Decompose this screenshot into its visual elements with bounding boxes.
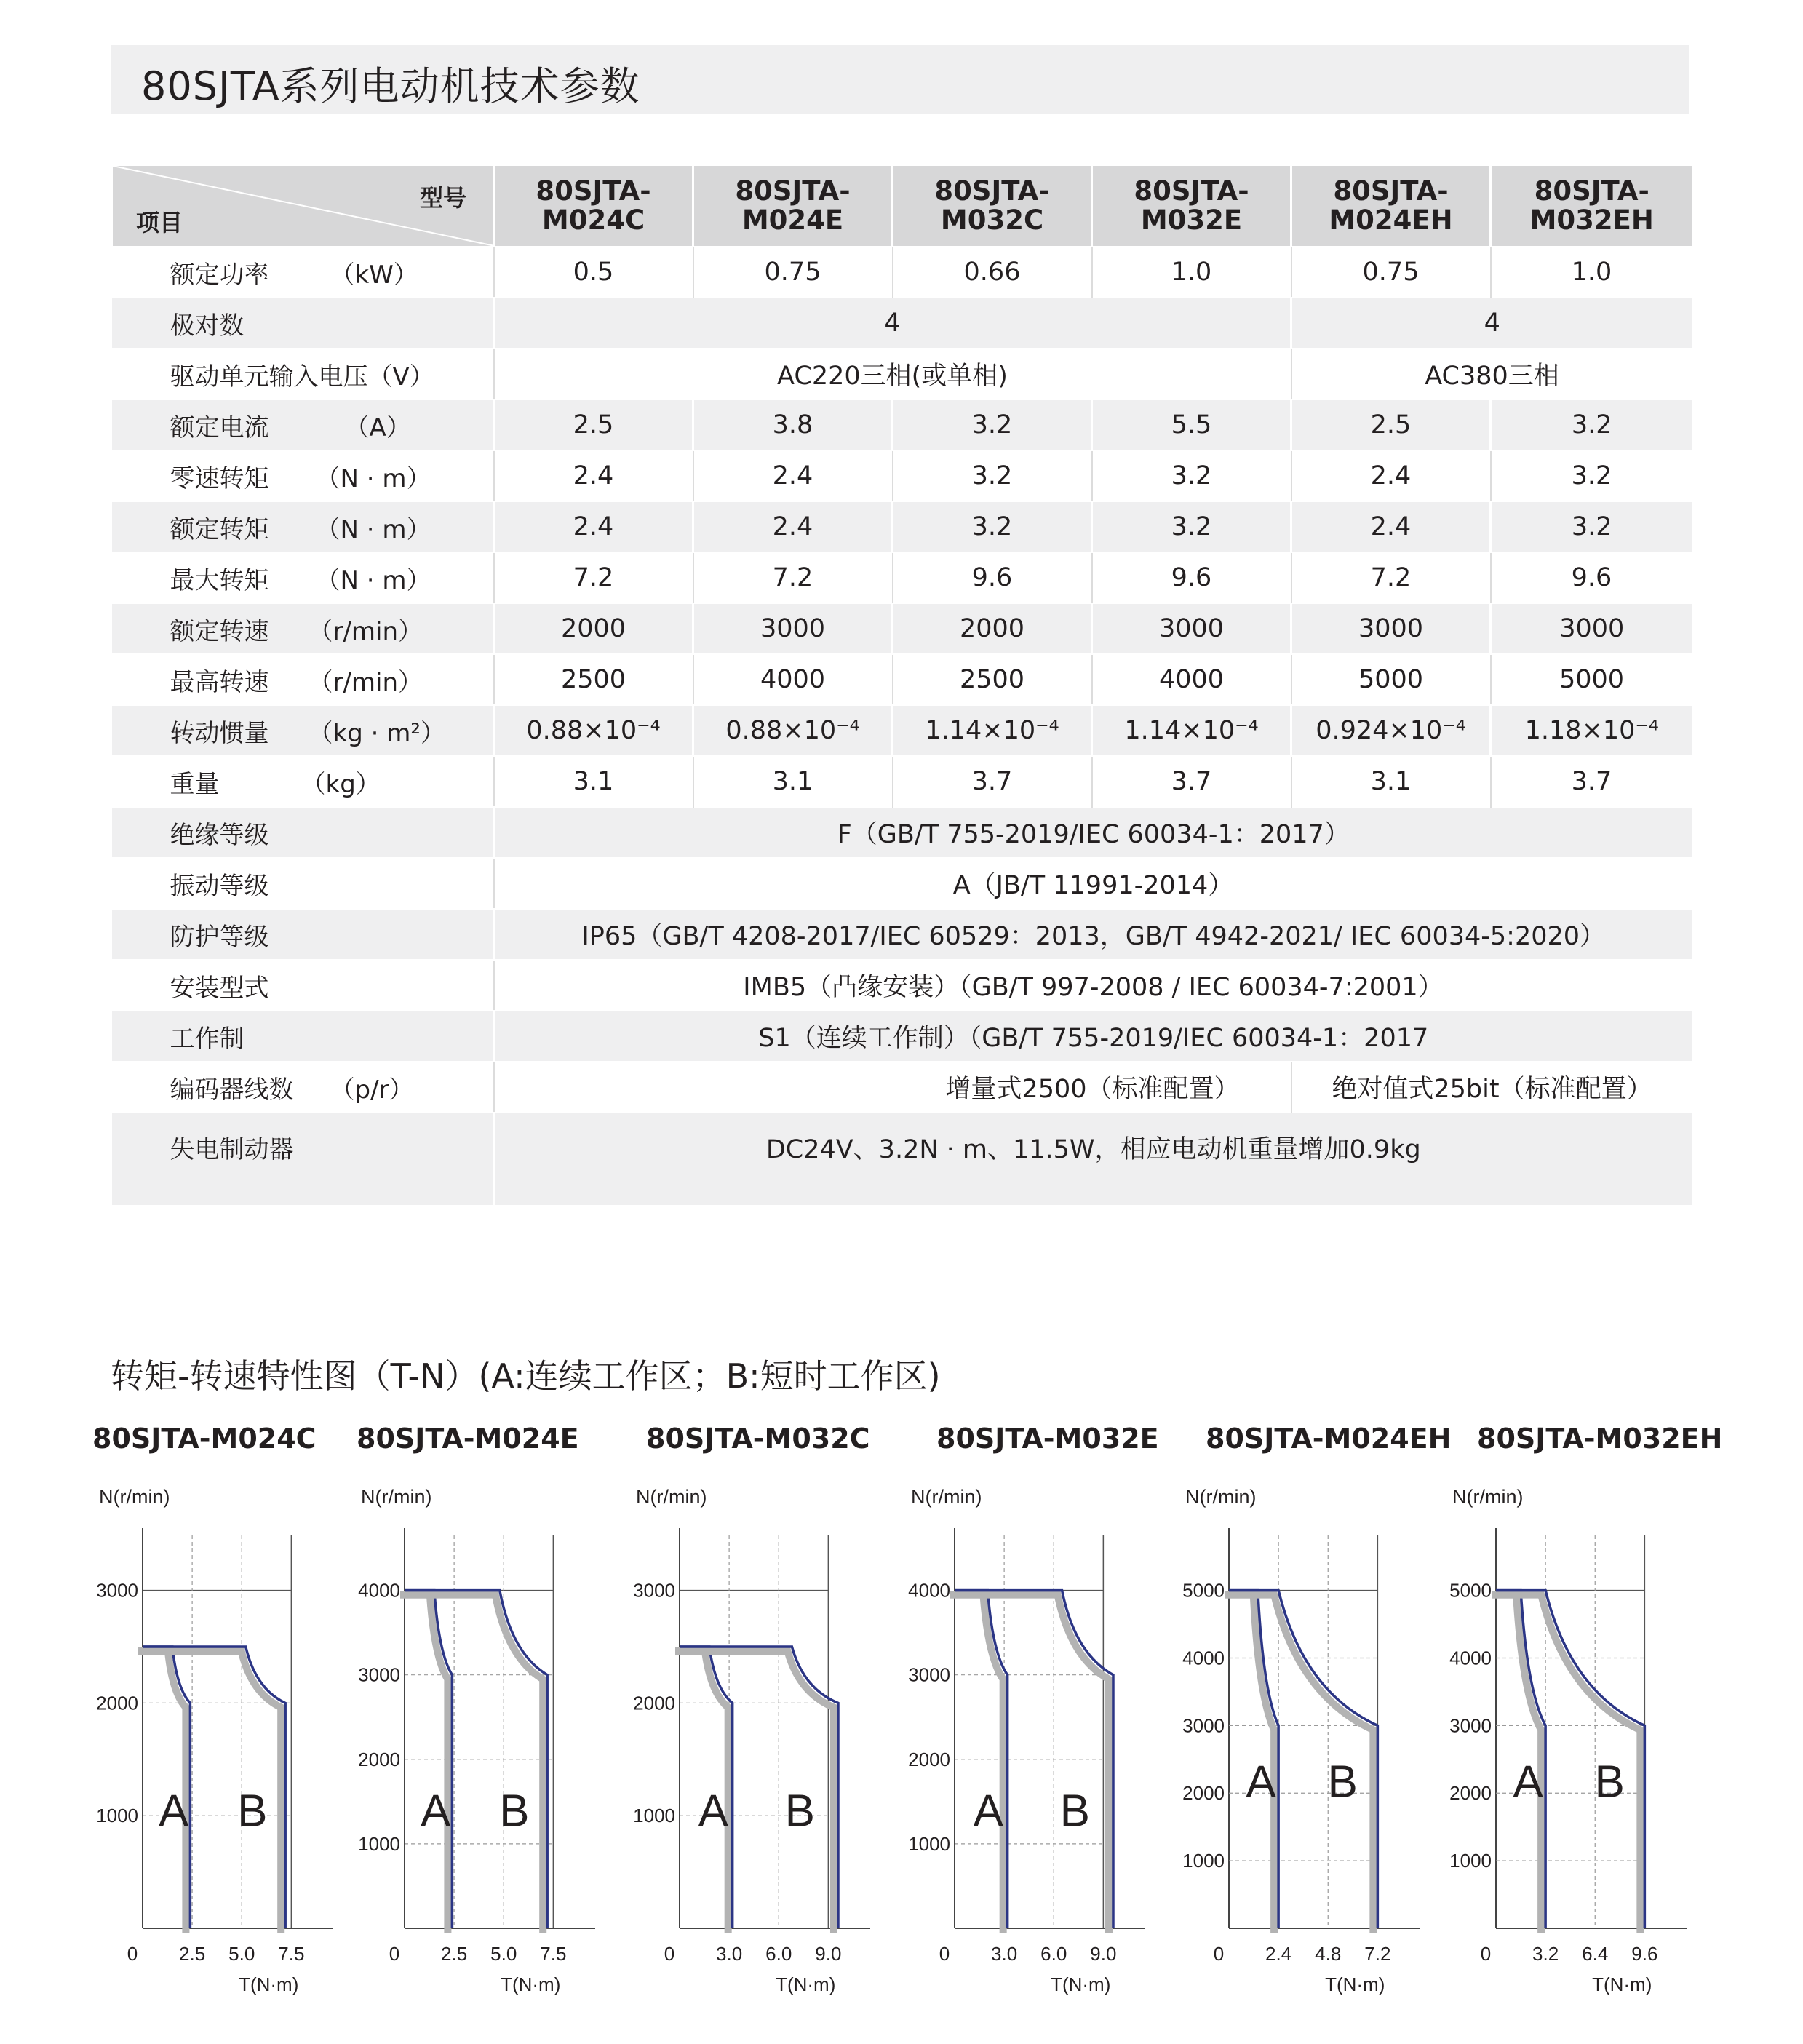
cell-value: 2.4 [1291, 501, 1491, 552]
cell-value: 3.2 [893, 450, 1092, 501]
chart-ytick-label: 1000 [633, 1805, 675, 1827]
row-label-name: 振动等级 [170, 871, 269, 901]
model-header-4 [1092, 165, 1291, 247]
cell-value: 4000 [693, 654, 893, 705]
cell-value: 3.1 [494, 756, 693, 807]
cell-value: 2.5 [1291, 399, 1491, 450]
chart-ylabel: N(r/min) [361, 1486, 432, 1508]
model-header-line2: M032EH [1529, 204, 1654, 236]
row-label [112, 960, 494, 1011]
model-header-line1: 80SJTA- [1333, 175, 1449, 207]
chart-xtick-label: 0 [664, 1943, 675, 1965]
model-header-line1: 80SJTA- [735, 175, 851, 207]
cell-group-value: 4 [1291, 298, 1692, 349]
model-header-line1: 80SJTA- [934, 175, 1050, 207]
row-label-name: 最高转速 [170, 667, 269, 697]
cell-value: 0.5 [494, 247, 693, 298]
cell-value: 3.2 [1491, 399, 1692, 450]
cell-value: 0.88×10⁻⁴ [693, 705, 893, 756]
row-label-name: 驱动单元输入电压（V） [170, 362, 434, 391]
cell-value: 3.8 [693, 399, 893, 450]
cell-value: 9.6 [1491, 552, 1692, 603]
row-label-name: 额定转速 [170, 616, 269, 646]
cell-value: 2500 [494, 654, 693, 705]
cell-group-value: AC380三相 [1291, 349, 1692, 399]
cell-encoder-incremental: 增量式2500（标准配置） [494, 1062, 1291, 1113]
chart-xtick-label: 9.6 [1631, 1943, 1658, 1965]
chart-ytick-label: 1000 [1449, 1850, 1492, 1872]
cell-value: 2500 [893, 654, 1092, 705]
row-label-unit: （kg · m²） [308, 718, 445, 748]
chart-xtick-label: 9.0 [815, 1943, 842, 1965]
row-label [112, 807, 494, 858]
chart-ytick-label: 3000 [1449, 1714, 1492, 1737]
cell-value: 0.66 [893, 247, 1092, 298]
chart-region-label-b: B [1059, 1786, 1091, 1837]
chart-xlabel: T(N·m) [1051, 1973, 1111, 1995]
model-header-6 [1491, 165, 1692, 247]
row-label [112, 858, 494, 909]
row-label-name: 额定转矩 [170, 514, 269, 544]
cell-span-value: DC24V、3.2N · m、11.5W，相应电动机重量增加0.9kg [494, 1113, 1692, 1205]
corner-item-label: 项目 [136, 209, 183, 236]
cell-value: 1.14×10⁻⁴ [1092, 705, 1291, 756]
row-label [112, 501, 494, 552]
chart-ytick-label: 3000 [96, 1579, 138, 1602]
row-label-name: 转动惯量 [170, 718, 269, 748]
chart-3 [624, 1477, 872, 2016]
chart-ytick-label: 1000 [358, 1832, 400, 1855]
chart-xtick-label: 3.0 [716, 1943, 743, 1965]
cell-group-value: 4 [494, 298, 1291, 349]
chart-ylabel: N(r/min) [1185, 1486, 1257, 1508]
chart-xtick-label: 0 [939, 1943, 950, 1965]
row-label-name: 编码器线数 [170, 1075, 294, 1105]
cell-span-value: IMB5（凸缘安装）（GB/T 997-2008 / IEC 60034-7:2001） [494, 960, 1692, 1011]
cell-value: 2000 [494, 603, 693, 654]
cell-value: 5.5 [1092, 399, 1291, 450]
chart-region-label-a: A [973, 1786, 1004, 1837]
row-label-name: 额定功率 [170, 260, 269, 290]
chart-xtick-label: 7.5 [540, 1943, 567, 1965]
chart-xtick-label: 6.0 [765, 1943, 792, 1965]
spec-table [111, 164, 1692, 1205]
chart-xtick-label: 0 [389, 1943, 400, 1965]
chart-ytick-label: 4000 [1182, 1647, 1225, 1669]
row-label-name: 额定电流 [170, 413, 269, 442]
chart-ytick-label: 4000 [358, 1579, 400, 1602]
cell-value: 2.4 [693, 450, 893, 501]
model-header-3 [893, 165, 1092, 247]
chart-region-label-b: B [1327, 1757, 1358, 1808]
cell-span-value: S1（连续工作制）（GB/T 755-2019/IEC 60034-1：2017 [494, 1011, 1692, 1062]
row-label-unit: （N · m） [315, 464, 431, 493]
row-label-unit: （kg） [300, 769, 381, 799]
chart-ylabel: N(r/min) [99, 1486, 170, 1508]
row-label-name: 绝缘等级 [170, 820, 269, 850]
chart-ytick-label: 2000 [358, 1748, 400, 1770]
chart-xtick-label: 3.2 [1532, 1943, 1559, 1965]
cell-value: 3.7 [1092, 756, 1291, 807]
chart-ytick-label: 3000 [908, 1663, 950, 1686]
chart-xtick-label: 7.2 [1364, 1943, 1391, 1965]
chart-xtick-label: 9.0 [1090, 1943, 1117, 1965]
chart-title: 80SJTA-M024EH [1206, 1423, 1452, 1455]
chart-title: 80SJTA-M024E [357, 1423, 579, 1455]
row-label-unit: （kW） [330, 260, 418, 290]
row-label-name: 防护等级 [170, 922, 269, 952]
cell-value: 3000 [1491, 603, 1692, 654]
row-label-name: 重量 [170, 769, 220, 799]
chart-region-label-b: B [1594, 1757, 1625, 1808]
cell-value: 2.5 [494, 399, 693, 450]
chart-xlabel: T(N·m) [239, 1973, 299, 1995]
chart-title: 80SJTA-M032EH [1477, 1423, 1723, 1455]
row-label [112, 247, 494, 298]
chart-curve-shadow [950, 1595, 1109, 1933]
chart-xlabel: T(N·m) [501, 1973, 561, 1995]
chart-xtick-label: 3.0 [991, 1943, 1018, 1965]
chart-title: 80SJTA-M032C [646, 1423, 870, 1455]
cell-value: 3.2 [1491, 501, 1692, 552]
table-corner-cell [112, 165, 494, 247]
row-label-unit: （p/r） [330, 1075, 414, 1105]
cell-value: 9.6 [1092, 552, 1291, 603]
cell-value: 1.0 [1092, 247, 1291, 298]
chart-curve-shadow [400, 1595, 543, 1933]
cell-value: 3.2 [1092, 450, 1291, 501]
cell-value: 5000 [1491, 654, 1692, 705]
chart-xlabel: T(N·m) [776, 1973, 836, 1995]
cell-value: 3.2 [1491, 450, 1692, 501]
model-header-line2: M032C [940, 204, 1044, 236]
cell-value: 2000 [893, 603, 1092, 654]
model-header-line1: 80SJTA- [1134, 175, 1249, 207]
chart-xtick-label: 0 [127, 1943, 138, 1965]
page-title: 80SJTA系列电动机技术参数 [141, 63, 640, 109]
cell-value: 3.7 [1491, 756, 1692, 807]
cell-value: 0.924×10⁻⁴ [1291, 705, 1491, 756]
chart-xtick-label: 7.5 [278, 1943, 305, 1965]
row-label-unit: （N · m） [315, 514, 431, 544]
cell-value: 0.75 [693, 247, 893, 298]
cell-value: 1.14×10⁻⁴ [893, 705, 1092, 756]
cell-value: 2.4 [693, 501, 893, 552]
chart-region-label-a: A [1513, 1757, 1543, 1808]
row-label [112, 909, 494, 960]
chart-region-label-a: A [1246, 1757, 1276, 1808]
chart-ytick-label: 3000 [633, 1579, 675, 1602]
chart-ytick-label: 3000 [358, 1663, 400, 1686]
row-label [112, 349, 494, 399]
chart-ylabel: N(r/min) [636, 1486, 707, 1508]
cell-value: 7.2 [494, 552, 693, 603]
chart-xlabel: T(N·m) [1325, 1973, 1385, 1995]
chart-xtick-label: 2.5 [441, 1943, 468, 1965]
chart-ytick-label: 2000 [96, 1692, 138, 1714]
chart-ytick-label: 1000 [908, 1832, 950, 1855]
chart-ytick-label: 2000 [908, 1748, 950, 1770]
model-header-2 [693, 165, 893, 247]
charts-heading: 转矩-转速特性图（T-N）(A:连续工作区；B:短时工作区) [111, 1356, 941, 1396]
model-header-line2: M024E [741, 204, 844, 236]
cell-value: 3.2 [1092, 501, 1291, 552]
chart-title: 80SJTA-M024C [92, 1423, 317, 1455]
cell-value: 5000 [1291, 654, 1491, 705]
cell-value: 0.75 [1291, 247, 1491, 298]
cell-encoder-absolute: 绝对值式25bit（标准配置） [1291, 1062, 1692, 1113]
row-label-unit: （A） [344, 413, 411, 442]
cell-value: 7.2 [1291, 552, 1491, 603]
chart-2 [349, 1477, 597, 2016]
corner-model-label: 型号 [419, 184, 466, 212]
model-header-5 [1291, 165, 1491, 247]
chart-ytick-label: 1000 [1182, 1850, 1225, 1872]
chart-ytick-label: 5000 [1449, 1579, 1492, 1602]
cell-value: 3000 [1291, 603, 1491, 654]
chart-ytick-label: 2000 [1182, 1782, 1225, 1805]
cell-value: 3.1 [1291, 756, 1491, 807]
row-label-name: 安装型式 [170, 973, 269, 1003]
chart-region-label-a: A [698, 1786, 729, 1837]
chart-ylabel: N(r/min) [911, 1486, 982, 1508]
cell-span-value: F（GB/T 755-2019/IEC 60034-1：2017） [494, 807, 1692, 858]
chart-4 [899, 1477, 1147, 2016]
cell-value: 3.2 [893, 501, 1092, 552]
chart-xtick-label: 2.5 [179, 1943, 206, 1965]
cell-value: 3000 [1092, 603, 1291, 654]
model-header-line2: M024C [541, 204, 645, 236]
row-label [112, 756, 494, 807]
cell-value: 7.2 [693, 552, 893, 603]
chart-ytick-label: 3000 [1182, 1714, 1225, 1737]
row-label [112, 1062, 494, 1113]
row-label-unit: （r/min） [308, 667, 423, 697]
chart-region-label-b: B [784, 1786, 816, 1837]
cell-value: 0.88×10⁻⁴ [494, 705, 693, 756]
title-bar [111, 45, 1689, 114]
row-label [112, 399, 494, 450]
row-label [112, 450, 494, 501]
chart-xtick-label: 5.0 [490, 1943, 517, 1965]
model-header-line1: 80SJTA- [536, 175, 651, 207]
cell-value: 2.4 [494, 501, 693, 552]
chart-1 [87, 1477, 335, 2016]
chart-xlabel: T(N·m) [1592, 1973, 1652, 1995]
row-label-name: 失电制动器 [170, 1135, 294, 1164]
chart-xtick-label: 5.0 [228, 1943, 255, 1965]
chart-ytick-label: 1000 [96, 1805, 138, 1827]
cell-span-value: IP65（GB/T 4208-2017/IEC 60529：2013，GB/T 4942-2021/ IEC 60034-5:2020） [494, 909, 1692, 960]
model-header-line2: M032E [1140, 204, 1243, 236]
cell-value: 3.1 [693, 756, 893, 807]
chart-xtick-label: 2.4 [1265, 1943, 1292, 1965]
chart-ylabel: N(r/min) [1452, 1486, 1524, 1508]
chart-ytick-label: 2000 [633, 1692, 675, 1714]
row-label-name: 零速转矩 [170, 464, 269, 493]
row-label-name: 工作制 [170, 1024, 244, 1054]
chart-region-label-b: B [237, 1786, 268, 1837]
chart-xtick-label: 4.8 [1315, 1943, 1342, 1965]
cell-value: 4000 [1092, 654, 1291, 705]
chart-region-label-a: A [421, 1786, 451, 1837]
chart-xtick-label: 6.4 [1582, 1943, 1609, 1965]
row-label [112, 603, 494, 654]
chart-ytick-label: 4000 [908, 1579, 950, 1602]
cell-value: 3.7 [893, 756, 1092, 807]
cell-value: 1.0 [1491, 247, 1692, 298]
row-label [112, 552, 494, 603]
cell-value: 3000 [693, 603, 893, 654]
chart-region-label-a: A [159, 1786, 189, 1837]
chart-xtick-label: 0 [1480, 1943, 1492, 1965]
chart-ytick-label: 5000 [1182, 1579, 1225, 1602]
row-label [112, 1011, 494, 1062]
row-label-name: 极对数 [170, 311, 244, 341]
row-label-name: 最大转矩 [170, 565, 269, 595]
cell-value: 2.4 [494, 450, 693, 501]
cell-value: 3.2 [893, 399, 1092, 450]
chart-6 [1441, 1477, 1688, 2016]
chart-ytick-label: 4000 [1449, 1647, 1492, 1669]
row-label [112, 705, 494, 756]
cell-value: 9.6 [893, 552, 1092, 603]
row-label-unit: （N · m） [315, 565, 431, 595]
cell-group-value: AC220三相(或单相) [494, 349, 1291, 399]
model-header-1 [494, 165, 693, 247]
row-label-unit: （r/min） [308, 616, 423, 646]
model-header-line2: M024EH [1329, 204, 1453, 236]
chart-xtick-label: 6.0 [1040, 1943, 1067, 1965]
model-header-line1: 80SJTA- [1534, 175, 1649, 207]
cell-value: 1.18×10⁻⁴ [1491, 705, 1692, 756]
row-label [112, 654, 494, 705]
cell-span-value: A（JB/T 11991-2014） [494, 858, 1692, 909]
chart-title: 80SJTA-M032E [936, 1423, 1159, 1455]
row-label [112, 298, 494, 349]
row-label [112, 1113, 494, 1205]
chart-5 [1174, 1477, 1421, 2016]
chart-region-label-b: B [499, 1786, 530, 1837]
chart-ytick-label: 2000 [1449, 1782, 1492, 1805]
chart-xtick-label: 0 [1213, 1943, 1225, 1965]
cell-value: 2.4 [1291, 450, 1491, 501]
